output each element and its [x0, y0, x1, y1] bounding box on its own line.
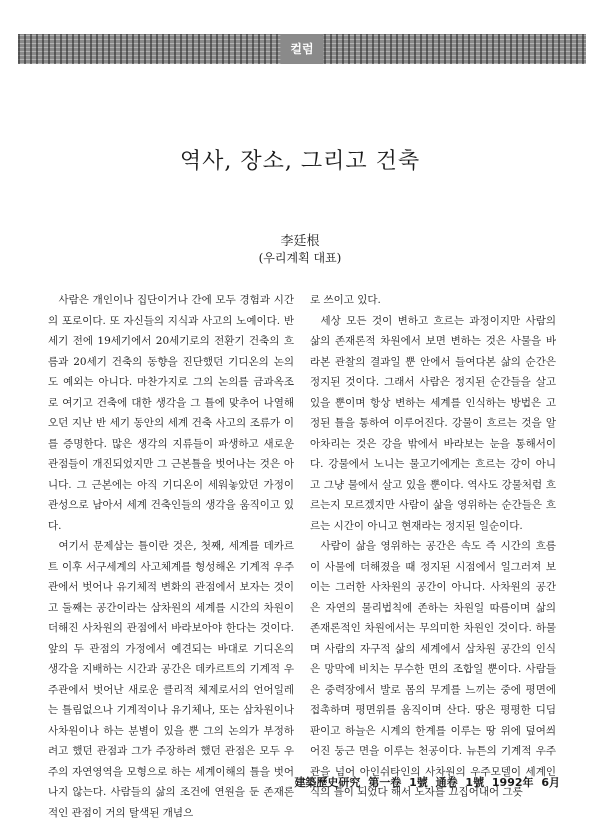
journal-citation: 建築歷史研究 第一卷 1號 通卷 1號 1992年 6月 — [294, 776, 560, 789]
paragraph: 로 쓰이고 있다. — [310, 294, 381, 306]
author-name: 李廷根 — [280, 234, 320, 249]
section-banner — [18, 34, 586, 64]
article-title: 역사, 장소, 그리고 건축 — [179, 149, 421, 174]
section-label: 컬럼 — [280, 34, 323, 64]
author-affiliation: (우리계획 대표) — [258, 251, 342, 265]
body-column-right — [310, 290, 556, 803]
paragraph: 사람이 삶을 영위하는 공간은 속도 즉 시간의 흐름이 사물에 더해졌을 때 정지된 시점에서 일그러져 보이는 그러한 사차원의 공간이 아니다. 사차원의 공간은 자연의 물리법칙에 존하는 차원일 따름이며 삶의 존재론적인 차원에서는 무의미한 차원인 것이다. 하물며 사람의 자구적 삶의 세계에서 삼차원 공간의 인식은 망막에 비치는 무수한 면의 조합일 뿐이다. 사람들은 중력장에서 발로 몸의 무게를 느끼는 중에 평면에 접촉하며 평면위를 움직이며 산다. 땅은 평평한 디딤판이고 하늘은 시계의 한계를 이루는 땅 위에 덮여씌어진 둥근 면을 이루는 천공이다. 뉴튼의 기계적 우주관을 넘어 아인쉬타인의 사차원의 우주모델이 세계인식의 틀이 되었다 해서 노자를 끄집어내어 그릇 — [310, 540, 556, 798]
body-column-left — [48, 290, 294, 823]
paragraph: 여기서 문제삼는 틀이란 것은, 첫째, 세계를 데카르트 이후 서구세계의 사고체계를 형성해온 기계적 우주관에서 벗어나 유기체적 변화의 관점에서 보자는 것이고 둘째는 공간이라는 삼차원의 세계를 시간의 차원이 더해진 사차원의 관점에서 바라보아야 한다는 것이다. 앞의 두 관점의 가정에서 예견되는 바대로 기디온의 생각을 지배하는 시간과 공간은 데카르트의 기계적 우주관에서 벗어난 새로운 클리적 체제로서의 언어일레는 틀림없으나 기계적이나 유기체나, 또는 삼차원이나 사차원이나 하는 분별이 있을 뿐 그의 논의가 부정하려고 했던 관점과 그가 주장하려 했던 관점은 모두 우주의 자연영역을 모형으로 하는 세계이해의 틀을 벗어나지 않는다. 사람들의 삶의 조건에 연원을 둔 존재론적인 관점이 거의 탈색된 개념으 — [48, 540, 294, 819]
paragraph: 세상 모든 것이 변하고 흐르는 과정이지만 사람의 삶의 존재론적 차원에서 보면 변하는 것은 사물을 바라본 관찰의 결과일 뿐 안에서 들여다본 삶의 순간은 정지된 것이다. 그래서 사람은 정지된 순간들을 살고 있을 뿐이며 항상 변하는 세계를 인식하는 방법은 고정된 틀을 통하여 이루어진다. 강물이 흐르는 것을 알아차리는 것은 강을 밖에서 바라보는 눈을 통해서이다. 강물에서 노니는 물고기에게는 흐르는 강이 아니고 그냥 물에서 살고 있을 뿐이다. 역사도 강물처럼 흐르는지 모르겠지만 사람이 삶을 영위하는 순간들은 흐르는 시간이 아니고 현재라는 정지된 일순이다. — [310, 314, 556, 532]
paragraph: 사람은 개인이나 집단이거나 간에 모두 경험과 시간의 포로이다. 또 자신들의 지식과 사고의 노예이다. 반 세기 전에 19세기에서 20세기로의 전환기 건축의 흐름과 20세기 건축의 동향을 진단했던 기디온의 논의도 예외는 아니다. 마찬가지로 그의 논의를 금과옥조로 여기고 건축에 대한 생각을 그 틀에 맞추어 나열해오던 지난 반 세기 동안의 세계 건축 사고의 조류가 이를 증명한다. 많은 생각의 지류들이 파생하고 새로운 관점들이 개진되었지만 그 근본틀을 벗어나는 것은 아니다. 그 근본에는 아직 기디온이 세워놓았던 가정이 관성으로 남아서 세계 건축인들의 생각을 움직이고 있다. — [48, 294, 294, 532]
